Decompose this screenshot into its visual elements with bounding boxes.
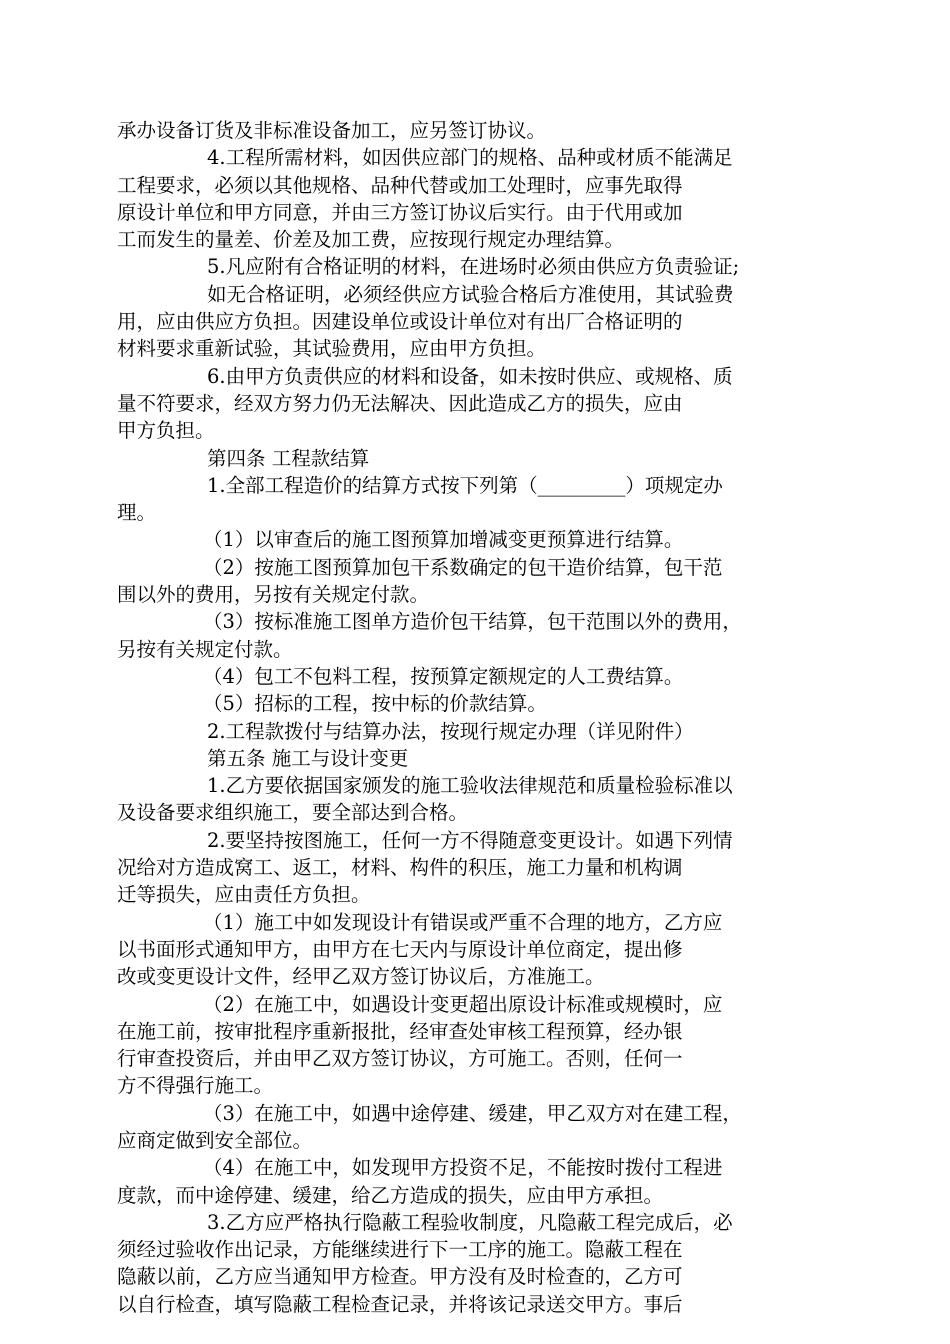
text-line: 1.乙方要依据国家颁发的施工验收法律规范和质量检验标准以	[207, 774, 733, 798]
text-line: 以自行检查，填写隐蔽工程检查记录，并将该记录送交甲方。事后	[117, 1292, 683, 1316]
text-line: 及设备要求组织施工，要全部达到合格。	[117, 801, 469, 825]
text-line: 原设计单位和甲方同意，并由三方签订协议后实行。由于代用或加	[117, 200, 683, 224]
text-line: 须经过验收作出记录，方能继续进行下一工序的施工。隐蔽工程在	[117, 1238, 683, 1262]
text-line: （4）在施工中，如发现甲方投资不足，不能按时拨付工程进	[203, 1156, 723, 1180]
text-line: （5）招标的工程，按中标的价款结算。	[203, 692, 547, 716]
text-line: 改或变更设计文件，经甲乙双方签订协议后，方准施工。	[117, 965, 605, 989]
text-line: （2）按施工图预算加包干系数确定的包干造价结算，包干范	[203, 555, 723, 579]
text-line: 隐蔽以前，乙方应当通知甲方检查。甲方没有及时检查的，乙方可	[117, 1265, 683, 1289]
text-line: 量不符要求，经双方努力仍无法解决、因此造成乙方的损失，应由	[117, 391, 683, 415]
text-line: 应商定做到安全部位。	[117, 1128, 313, 1152]
text-line: 以书面形式通知甲方，由甲方在七天内与原设计单位商定，提出修	[117, 937, 683, 961]
text-line: 工而发生的量差、价差及加工费，应按现行规定办理结算。	[117, 228, 625, 252]
text-line: 承办设备订货及非标准设备加工，应另签订协议。	[117, 119, 547, 142]
text-line: 如无合格证明，必须经供应方试验合格后方准使用，其试验费	[207, 282, 734, 306]
text-line: 方不得强行施工。	[117, 1074, 274, 1098]
text-line: 工程要求，必须以其他规格、品种代替或加工处理时，应事先取得	[117, 173, 683, 197]
section-heading: 第四条 工程款结算	[207, 446, 370, 470]
text-line: 1.全部工程造价的结算方式按下列第（_________）项规定办	[207, 473, 723, 497]
text-line: 材料要求重新试验，其试验费用，应由甲方负担。	[117, 337, 547, 361]
text-line: 6.由甲方负责供应的材料和设备，如未按时供应、或规格、质	[207, 364, 733, 388]
text-line: 在施工前，按审批程序重新报批，经审查处审核工程预算，经办银	[117, 1019, 683, 1043]
text-line: 2.要坚持按图施工，任何一方不得随意变更设计。如遇下列情	[207, 828, 733, 852]
text-line: 围以外的费用，另按有关规定付款。	[117, 583, 430, 607]
text-line: （3）在施工中，如遇中途停建、缓建，甲乙双方对在建工程，	[203, 1101, 742, 1125]
text-line: 5.凡应附有合格证明的材料，在进场时必须由供应方负责验证;	[207, 255, 740, 279]
text-line: 用，应由供应方负担。因建设单位或设计单位对有出厂合格证明的	[117, 310, 683, 334]
text-line: （3）按标准施工图单方造价包干结算，包干范围以外的费用，	[203, 610, 742, 634]
text-line: 甲方负担。	[117, 419, 215, 443]
text-line: 3.乙方应严格执行隐蔽工程验收制度，凡隐蔽工程完成后，必	[207, 1210, 733, 1234]
text-line: （2）在施工中，如遇设计变更超出原设计标准或规模时，应	[203, 992, 723, 1016]
text-line: （4）包工不包料工程，按预算定额规定的人工费结算。	[203, 664, 684, 688]
text-line: 行审查投资后，并由甲乙双方签订协议，方可施工。否则，任何一	[117, 1047, 683, 1071]
document-body	[117, 117, 837, 1318]
text-line: 度款，而中途停建、缓建，给乙方造成的损失，应由甲方承担。	[117, 1183, 664, 1207]
text-line: （1）施工中如发现设计有错误或严重不合理的地方，乙方应	[203, 910, 723, 934]
text-line: （1）以审查后的施工图预算加增减变更预算进行结算。	[203, 528, 684, 552]
section-heading: 第五条 施工与设计变更	[207, 746, 409, 770]
text-line: 迁等损失，应由责任方负担。	[117, 883, 371, 907]
text-line: 理。	[117, 501, 157, 525]
text-line: 另按有关规定付款。	[117, 637, 293, 661]
text-line: 4.工程所需材料，如因供应部门的规格、品种或材质不能满足	[207, 146, 733, 170]
text-line: 况给对方造成窝工、返工，材料、构件的积压，施工力量和机构调	[117, 856, 683, 880]
text-line: 2.工程款拨付与结算办法，按现行规定办理（详见附件）	[207, 719, 694, 743]
